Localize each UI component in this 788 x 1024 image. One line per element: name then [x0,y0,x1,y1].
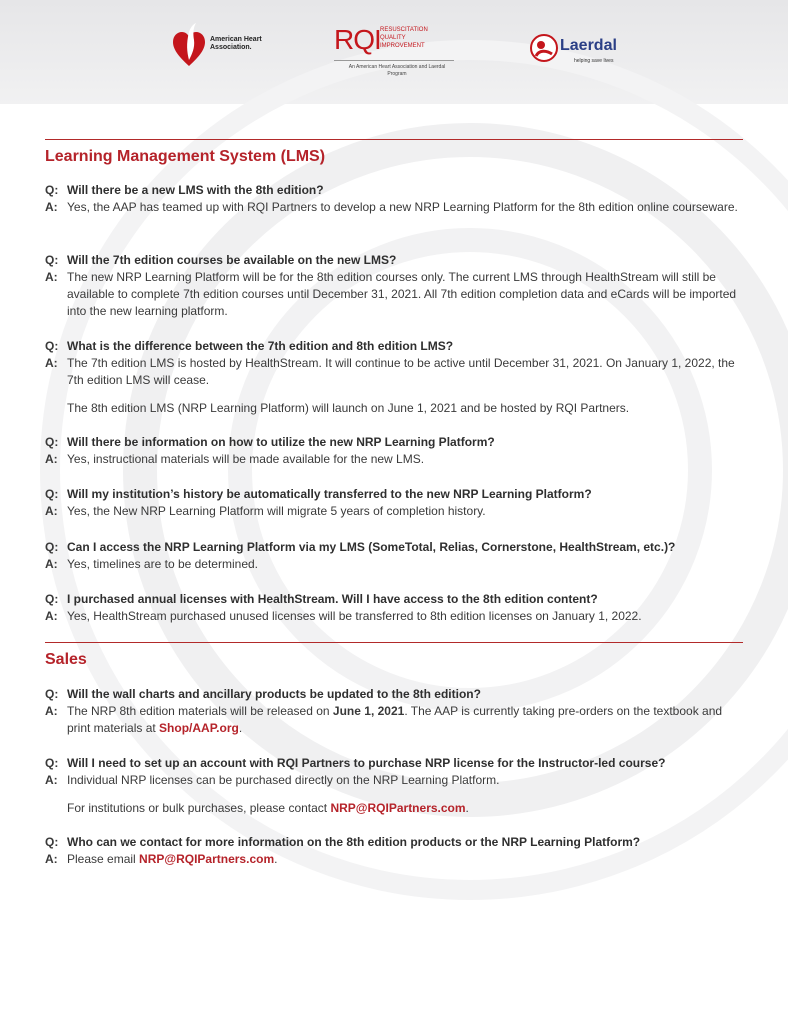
aha-logo-text: American Heart Association. [210,36,262,51]
laerdal-wordmark: Laerdal [560,37,617,54]
question-text: Will the wall charts and ancillary products be updated to the 8th edition? [67,687,481,701]
a-label: A: [45,452,58,466]
q-label: Q: [45,183,59,197]
q-label: Q: [45,835,59,849]
question-text: Will my institution’s history be automatically transferred to the new NRP Learning Platform? [67,487,592,501]
a-label: A: [45,852,58,866]
email-link[interactable]: NRP@RQIPartners.com [330,801,466,815]
q-label: Q: [45,592,59,606]
laerdal-logo [530,34,620,68]
q-label: Q: [45,540,59,554]
answer-text: The NRP 8th edition materials will be released on June 1, 2021. The AAP is currently taking pre-orders on the textbook and print materials at Shop/AAP.org. [67,704,723,735]
q-label: Q: [45,253,59,267]
laerdal-emblem-icon [530,34,558,62]
a-label: A: [45,356,58,370]
section-divider [45,139,743,140]
faq-item [45,338,743,417]
faq-item [45,834,743,868]
answer-text: Yes, HealthStream purchased unused licenses will be transferred to 8th edition licenses on January 1, 2022. [67,609,642,623]
faq-item [45,182,743,216]
aha-heart-torch-icon [172,22,206,68]
faq-item [45,252,743,320]
answer-paragraph: For institutions or bulk purchases, please contact NRP@RQIPartners.com. [67,801,469,815]
a-label: A: [45,200,58,214]
laerdal-tagline: helping save lives [574,58,614,64]
answer-paragraph: The 8th edition LMS (NRP Learning Platform) will launch on June 1, 2021 and be hosted by RQI Partners. [67,401,630,415]
question-text: Will there be information on how to utilize the new NRP Learning Platform? [67,435,495,449]
a-label: A: [45,704,58,718]
q-label: Q: [45,487,59,501]
a-label: A: [45,609,58,623]
answer-text: Yes, the New NRP Learning Platform will migrate 5 years of completion history. [67,504,486,518]
question-text: Will there be a new LMS with the 8th edition? [67,183,324,197]
question-text: Who can we contact for more information on the 8th edition products or the NRP Learning Platform? [67,835,641,849]
answer-text: The 7th edition LMS is hosted by HealthStream. It will continue to be active until December 31, 2021. On January 1, 2022, the 7th edition LMS will cease. [67,356,735,387]
email-link[interactable]: NRP@RQIPartners.com [139,852,275,866]
question-text: I purchased annual licenses with HealthStream. Will I have access to the 8th edition content? [67,592,598,606]
faq-item [45,539,743,573]
answer-text: Please email NRP@RQIPartners.com. [67,852,278,866]
rqi-words: RESUSCITATION QUALITY IMPROVEMENT [380,27,428,49]
question-text: Can I access the NRP Learning Platform via my LMS (SomeTotal, Relias, Cornerstone, HealthStream, etc.)? [67,540,676,554]
question-text: Will I need to set up an account with RQI Partners to purchase NRP license for the Instructor-led course? [67,756,666,770]
q-label: Q: [45,435,59,449]
answer-text: Yes, the AAP has teamed up with RQI Partners to develop a new NRP Learning Platform for the 8th edition online courseware. [67,200,738,214]
faq-item [45,434,743,468]
answer-text: Individual NRP licenses can be purchased directly on the NRP Learning Platform. [67,773,500,787]
shop-link[interactable]: Shop/AAP.org [159,721,239,735]
question-text: Will the 7th edition courses be available on the new LMS? [67,253,397,267]
answer-text: The new NRP Learning Platform will be for the 8th edition courses only. The current LMS through HealthStream will still be available to complete 7th edition courses until December 31, 2021. All 7th edition completion data and eCards will be imported into the new learning platform. [67,270,737,318]
question-text: What is the difference between the 7th edition and 8th edition LMS? [67,339,454,353]
section-title-sales: Sales [45,651,87,668]
faq-item [45,686,743,737]
faq-item [45,755,743,817]
q-label: Q: [45,756,59,770]
q-label: Q: [45,687,59,701]
faq-item [45,486,743,520]
q-label: Q: [45,339,59,353]
section-title-lms: Learning Management System (LMS) [45,148,326,165]
a-label: A: [45,504,58,518]
rqi-tagline: An American Heart Association and Laerdal Program [348,64,446,77]
faq-item [45,591,743,625]
section-divider [45,642,743,643]
release-date: June 1, 2021 [332,704,405,718]
rqi-mark: RQI [334,24,381,55]
a-label: A: [45,557,58,571]
rqi-logo [334,24,460,84]
a-label: A: [45,773,58,787]
answer-text: Yes, instructional materials will be made available for the new LMS. [67,452,425,466]
a-label: A: [45,270,58,284]
answer-text: Yes, timelines are to be determined. [67,557,258,571]
aha-logo [172,22,262,68]
